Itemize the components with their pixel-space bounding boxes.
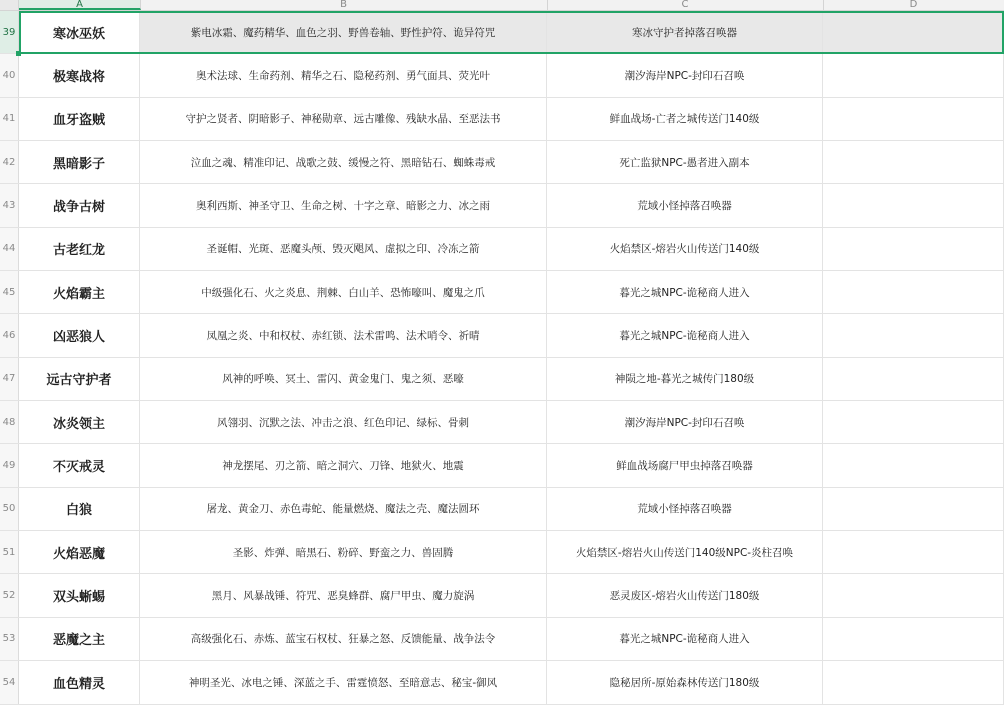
column-header-c[interactable]: C: [547, 0, 824, 10]
cell-boss-name[interactable]: 血色精灵: [19, 661, 140, 703]
cell-empty[interactable]: [823, 618, 1004, 660]
cell-empty[interactable]: [823, 358, 1004, 400]
row-number[interactable]: 39: [0, 11, 19, 53]
cell-drops[interactable]: 凤凰之炎、中和权杖、赤红锁、法术雷鸣、法术哨令、祈晴: [140, 314, 547, 356]
cell-boss-name[interactable]: 恶魔之主: [19, 618, 140, 660]
cell-empty[interactable]: [823, 141, 1004, 183]
cell-empty[interactable]: [823, 488, 1004, 530]
column-header-bar: [0, 0, 1004, 11]
cell-drops[interactable]: 泣血之魂、精准印记、战歌之鼓、缓慢之符、黑暗钻石、蜘蛛毒戒: [140, 141, 547, 183]
cell-boss-name[interactable]: 古老红龙: [19, 228, 140, 270]
row-number[interactable]: 40: [0, 54, 19, 96]
table-row: [0, 661, 1004, 704]
row-number[interactable]: 44: [0, 228, 19, 270]
row-number[interactable]: 50: [0, 488, 19, 530]
cell-drops[interactable]: 守护之贤者、阴暗影子、神秘勋章、远古雕像、残缺水晶、至恶法书: [140, 98, 547, 140]
cell-drops[interactable]: 神龙摆尾、刃之箭、暗之洞穴、刀锋、地狱火、地震: [140, 444, 547, 486]
cell-empty[interactable]: [823, 98, 1004, 140]
cell-source[interactable]: 荒域小怪掉落召唤器: [547, 184, 823, 226]
table-row: [0, 488, 1004, 531]
cell-source[interactable]: 暮光之城NPC-诡秘商人进入: [547, 271, 823, 313]
cell-source[interactable]: 鲜血战场腐尸甲虫掉落召唤器: [547, 444, 823, 486]
cell-boss-name[interactable]: 寒冰巫妖: [19, 11, 140, 53]
table-row: [0, 618, 1004, 661]
cell-empty[interactable]: [823, 184, 1004, 226]
column-header-a[interactable]: A: [19, 0, 141, 10]
cell-boss-name[interactable]: 凶恶狼人: [19, 314, 140, 356]
row-number[interactable]: 46: [0, 314, 19, 356]
cell-source[interactable]: 潮汐海岸NPC-封印石召唤: [547, 401, 823, 443]
cell-empty[interactable]: [823, 54, 1004, 96]
table-row: [0, 574, 1004, 617]
table-row: [0, 98, 1004, 141]
cell-drops[interactable]: 神明圣光、冰电之锤、深蓝之手、雷霆愤怒、至暗意志、秘宝-御风: [140, 661, 547, 703]
cell-source[interactable]: 火焰禁区-熔岩火山传送门140级: [547, 228, 823, 270]
cell-drops[interactable]: 高级强化石、赤炼、蓝宝石权杖、狂暴之怒、反馈能量、战争法令: [140, 618, 547, 660]
column-header-d[interactable]: D: [823, 0, 1004, 10]
cell-drops[interactable]: 风神的呼唤、冥土、雷闪、黄金鬼门、鬼之须、恶嚎: [140, 358, 547, 400]
row-number[interactable]: 54: [0, 661, 19, 703]
cell-source[interactable]: 寒冰守护者掉落召唤器: [547, 11, 823, 53]
row-number[interactable]: 47: [0, 358, 19, 400]
cell-boss-name[interactable]: 血牙盗贼: [19, 98, 140, 140]
cell-boss-name[interactable]: 双头蜥蜴: [19, 574, 140, 616]
cell-drops[interactable]: 紫电冰霜、魔药精华、血色之羽、野兽卷轴、野性护符、诡异符咒: [140, 11, 547, 53]
row-number[interactable]: 51: [0, 531, 19, 573]
cell-boss-name[interactable]: 黑暗影子: [19, 141, 140, 183]
cell-source[interactable]: 荒域小怪掉落召唤器: [547, 488, 823, 530]
table-row: [0, 11, 1004, 54]
cell-drops[interactable]: 圣诞帽、光斑、恶魔头颅、毁灭飓风、虚拟之印、冷冻之箭: [140, 228, 547, 270]
row-number[interactable]: 49: [0, 444, 19, 486]
cell-source[interactable]: 暮光之城NPC-诡秘商人进入: [547, 314, 823, 356]
row-number[interactable]: 53: [0, 618, 19, 660]
cell-boss-name[interactable]: 白狼: [19, 488, 140, 530]
cell-boss-name[interactable]: 战争古树: [19, 184, 140, 226]
cell-empty[interactable]: [823, 661, 1004, 703]
cell-source[interactable]: 暮光之城NPC-诡秘商人进入: [547, 618, 823, 660]
spreadsheet-grid: [0, 11, 1004, 705]
cell-drops[interactable]: 圣影、炸弹、暗黑石、粉碎、野蛮之力、兽固腾: [140, 531, 547, 573]
cell-empty[interactable]: [823, 271, 1004, 313]
cell-source[interactable]: 神陨之地-暮光之城传门180级: [547, 358, 823, 400]
table-row: [0, 271, 1004, 314]
column-header-b[interactable]: B: [140, 0, 548, 10]
cell-empty[interactable]: [823, 401, 1004, 443]
cell-empty[interactable]: [823, 11, 1004, 53]
cell-boss-name[interactable]: 远古守护者: [19, 358, 140, 400]
table-row: [0, 401, 1004, 444]
cell-empty[interactable]: [823, 574, 1004, 616]
cell-drops[interactable]: 奥利西斯、神圣守卫、生命之树、十字之章、暗影之力、冰之雨: [140, 184, 547, 226]
cell-drops[interactable]: 风翎羽、沉默之法、冲击之浪、红色印记、绿标、骨刺: [140, 401, 547, 443]
cell-drops[interactable]: 中级强化石、火之炎息、荆棘、白山羊、恐怖嚎叫、魔鬼之爪: [140, 271, 547, 313]
cell-empty[interactable]: [823, 444, 1004, 486]
cell-boss-name[interactable]: 火焰恶魔: [19, 531, 140, 573]
cell-source[interactable]: 潮汐海岸NPC-封印石召唤: [547, 54, 823, 96]
table-row: [0, 531, 1004, 574]
cell-drops[interactable]: 屠龙、黄金刀、赤色毒蛇、能量燃烧、魔法之壳、魔法圆环: [140, 488, 547, 530]
cell-drops[interactable]: 黑月、风暴战锤、符咒、恶臭蜂群、腐尸甲虫、魔力旋涡: [140, 574, 547, 616]
row-number[interactable]: 52: [0, 574, 19, 616]
table-row: [0, 184, 1004, 227]
table-row: [0, 314, 1004, 357]
cell-empty[interactable]: [823, 314, 1004, 356]
cell-source[interactable]: 火焰禁区-熔岩火山传送门140级NPC-炎柱召唤: [547, 531, 823, 573]
cell-drops[interactable]: 奥术法球、生命药剂、精华之石、隐秘药剂、勇气面具、荧光叶: [140, 54, 547, 96]
fill-handle[interactable]: [16, 51, 21, 56]
cell-source[interactable]: 恶灵废区-熔岩火山传送门180级: [547, 574, 823, 616]
cell-empty[interactable]: [823, 531, 1004, 573]
cell-source[interactable]: 鲜血战场-亡者之城传送门140级: [547, 98, 823, 140]
row-number[interactable]: 45: [0, 271, 19, 313]
table-row: [0, 141, 1004, 184]
cell-boss-name[interactable]: 极寒战将: [19, 54, 140, 96]
cell-boss-name[interactable]: 冰炎领主: [19, 401, 140, 443]
table-row: [0, 54, 1004, 97]
row-number[interactable]: 41: [0, 98, 19, 140]
cell-source[interactable]: 死亡监狱NPC-愚者进入副本: [547, 141, 823, 183]
cell-boss-name[interactable]: 不灭戒灵: [19, 444, 140, 486]
table-row: [0, 358, 1004, 401]
row-number[interactable]: 48: [0, 401, 19, 443]
row-number[interactable]: 42: [0, 141, 19, 183]
table-row: [0, 228, 1004, 271]
row-number[interactable]: 43: [0, 184, 19, 226]
cell-empty[interactable]: [823, 228, 1004, 270]
table-row: [0, 444, 1004, 487]
select-all-corner[interactable]: [0, 0, 19, 10]
cell-boss-name[interactable]: 火焰霸主: [19, 271, 140, 313]
cell-source[interactable]: 隐秘居所-原始森林传送门180级: [547, 661, 823, 703]
